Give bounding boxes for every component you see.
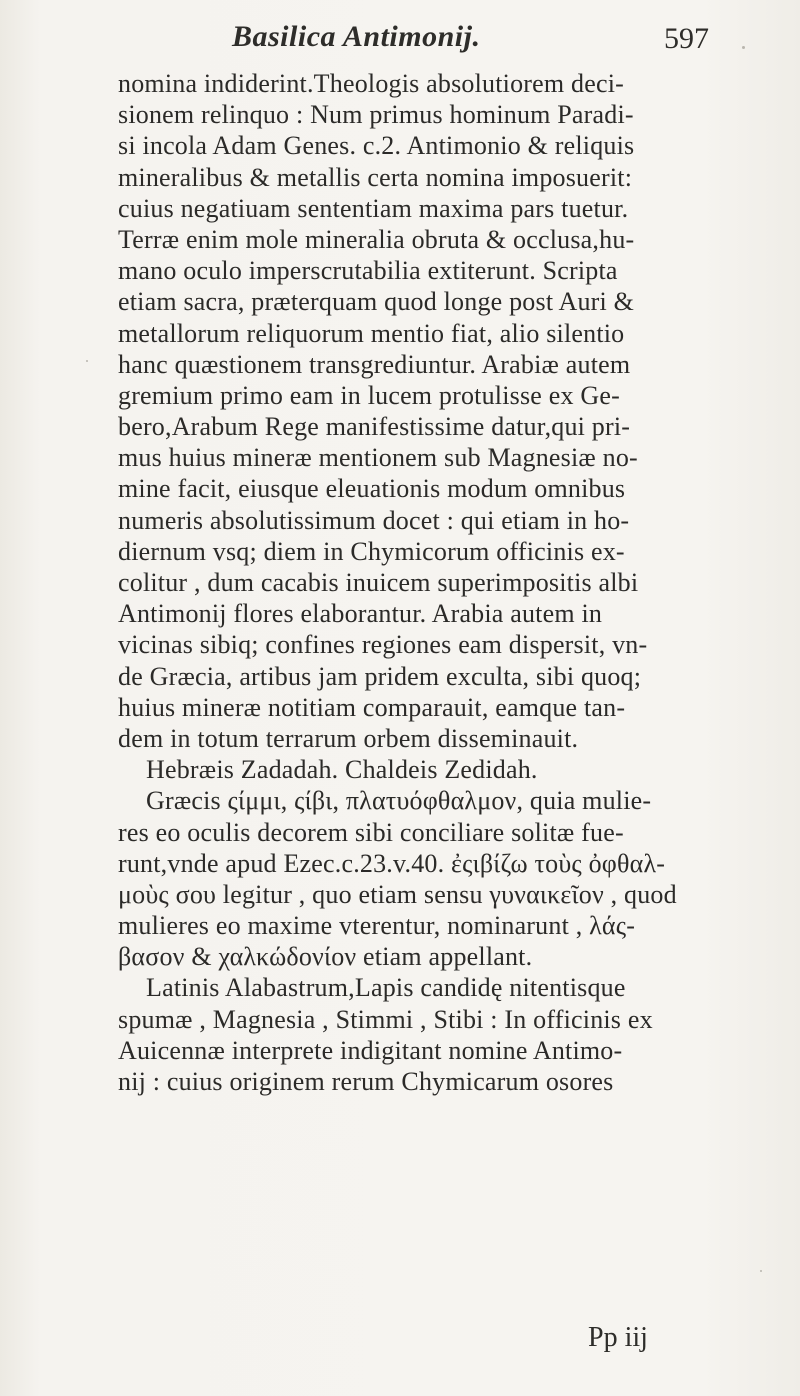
text-line: si incola Adam Genes. c.2. Antimonio & reliquis (118, 131, 635, 161)
text-line: mus huius mineræ mentionem sub Magnesiæ no- (118, 443, 638, 473)
text-line: Auicennæ interprete indigitant nomine Antimo- (118, 1035, 623, 1065)
text-line: hanc quæstionem transgrediuntur. Arabiæ autem (118, 349, 631, 379)
text-line: etiam sacra, præterquam quod longe post Auri & (118, 287, 635, 317)
paper-speck (760, 1270, 762, 1272)
text-line: Latinis Alabastrum,Lapis candidę nitentisque (146, 973, 626, 1003)
signature-mark: Pp iij (588, 1322, 648, 1353)
text-line: μοὺς σου legitur , quo etiam sensu γυναικεῖον , quod (118, 879, 677, 909)
text-line: cuius negatiuam sententiam maxima pars tuetur. (118, 193, 629, 223)
text-line: res eo oculis decorem sibi conciliare solitæ fue- (118, 817, 624, 847)
text-line: nij : cuius originem rerum Chymicarum osores (118, 1067, 614, 1096)
body-text (118, 68, 718, 1097)
page-number: 597 (664, 22, 709, 55)
running-title: Basilica Antimonij. (232, 20, 481, 53)
text-line: mineralibus & metallis certa nomina imposuerit: (118, 162, 633, 192)
paper-speck (86, 360, 88, 362)
text-line: colitur , dum cacabis inuicem superimpositis albi (118, 568, 639, 597)
text-line: βασον & χαλκώδονίον etiam appellant. (118, 942, 533, 972)
page-header (0, 14, 800, 64)
text-line: numeris absolutissimum docet : qui etiam in ho- (118, 505, 630, 535)
text-line: gremium primo eam in lucem protulisse ex Ge- (118, 380, 620, 410)
text-line: Græcis ςίμμι, ςίβι, πλατυόφθαλμον, quia mulie- (146, 786, 652, 816)
text-line: bero,Arabum Rege manifestissime datur,qui pri- (118, 412, 631, 442)
text-line: spumæ , Magnesia , Stimmi , Stibi : In officinis ex (118, 1004, 653, 1034)
text-line: de Græcia, artibus jam pridem exculta, sibi quoq; (118, 661, 642, 691)
text-line: Antimonij flores elaborantur. Arabia autem in (118, 599, 603, 629)
text-line: mano oculo imperscrutabilia extiterunt. Scripta (118, 256, 618, 286)
text-line: runt,vnde apud Ezec.c.23.v.40. ἐςιβίζω τοὺς ὀφθαλ- (118, 848, 666, 878)
text-line: Hebræis Zadadah. Chaldeis Zedidah. (146, 755, 538, 785)
text-line: mulieres eo maxime vterentur, nominarunt , λάς- (118, 911, 636, 941)
text-line: nomina indiderint.Theologis absolutiorem deci- (118, 69, 624, 98)
text-line: sionem relinquo : Num primus hominum Paradi- (118, 100, 634, 130)
text-line: dem in totum terrarum orbem disseminauit. (118, 723, 579, 753)
text-line: mine facit, eiusque eleuationis modum omnibus (118, 474, 626, 504)
text-line: huius mineræ notitiam comparauit, eamque tan- (118, 692, 626, 722)
text-line: metallorum reliquorum mentio fiat, alio silentio (118, 318, 625, 348)
page-footer (0, 1312, 800, 1362)
text-line: Terræ enim mole mineralia obruta & occlusa,hu- (118, 224, 635, 254)
text-line: vicinas sibiq; confines regiones eam dispersit, vn- (118, 630, 648, 660)
paper-speck (742, 46, 745, 49)
text-line: diernum vsq; diem in Chymicorum officinis ex- (118, 536, 625, 566)
